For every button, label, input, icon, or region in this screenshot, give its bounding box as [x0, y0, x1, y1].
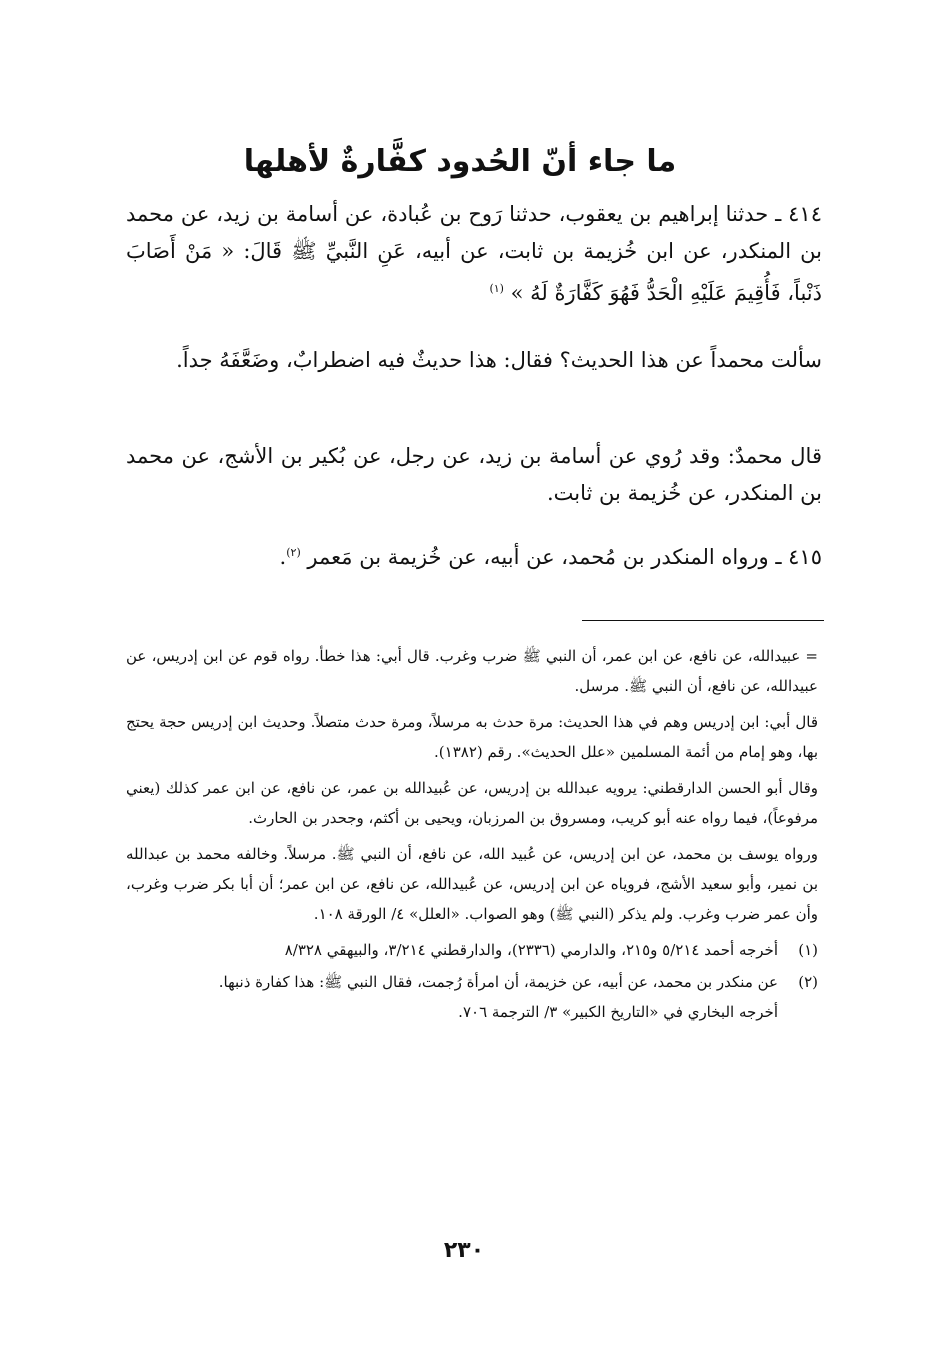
hadith-415-end: .	[279, 545, 287, 569]
footnote-continued-2: قال أبي: ابن إدريس وهم في هذا الحديث: مرة حدث به مرسلاً، ومرة حدث متصلاً. وحديث ابن إدريس حجة يحتج بها، وهو إمام من أئمة المسلمين «علل الحديث». رقم (١٣٨٢).	[126, 713, 818, 761]
footnote-ref-1[interactable]: (١)	[489, 282, 504, 295]
hadith-414-text: ٤١٤ ـ حدثنا إبراهيم بن يعقوب، حدثنا رَوح بن عُبادة، عن أسامة بن زيد، عن محمد بن المنكدر، عن ابن خُزيمة بن ثابت، عن أبيه، عَنِ النَّبيِّ ﷺ قَالَ: « مَنْ أَصَابَ ذَنْباً، فَأُقِيمَ عَلَيْهِ الْحَدُّ فَهُوَ كَفَّارَةٌ لَهُ »	[126, 202, 822, 305]
footnote-1	[126, 935, 818, 965]
chapter-title: ما جاء أنّ الحُدود كفَّارةٌ لأهلها	[243, 144, 677, 179]
hadith-415-paragraph	[126, 534, 822, 576]
bukhari-note-text: قال محمدٌ: وقد رُوي عن أسامة بن زيد، عن رجل، عن بُكير بن الأشج، عن محمد بن المنكدر، عن خُزيمة بن ثابت.	[126, 444, 822, 505]
page-number: ٢٣٠	[443, 1238, 485, 1263]
footnote-divider	[582, 620, 824, 621]
footnote-1-number: (١)	[798, 941, 818, 959]
footnote-2-source: أخرجه البخاري في «التاريخ الكبير» ٣/ الترجمة ٧٠٦.	[458, 1003, 778, 1021]
footnotes-section	[126, 641, 818, 1027]
footnote-continued-4: ورواه يوسف بن محمد، عن ابن إدريس، عن عُبيد الله، عن نافع، أن النبي ﷺ. مرسلاً. وخالفه محمد بن عبدالله بن نمير، وأبو سعيد الأشج، فروياه عن ابن إدريس، عن عُبيدالله، عن نافع، عن ابن عمر؛ أن أبا بكر ضرب وغرب، وأن عمر ضرب وغرب. ولم يذكر (النبي ﷺ) وهو الصواب. «العلل» ٤/ الورقة ١٠٨.	[126, 845, 818, 923]
question-paragraph	[126, 342, 822, 379]
hadith-414-paragraph	[126, 196, 822, 312]
footnote-continued-3: وقال أبو الحسن الدارقطني: يرويه عبدالله بن إدريس، عن عُبيدالله بن عمر، عن نافع، عن ابن عمر كذلك (يعني مرفوعاً)، فيما رواه عنه أبو كريب، ومسروق بن المرزبان، ويحيى بن أكثم، وجحدر بن الحارث.	[126, 779, 818, 827]
footnote-continued-1: = عبيدالله، عن نافع، عن ابن عمر، أن النبي ﷺ ضرب وغرب. قال أبي: هذا خطأ. رواه قوم عن ابن إدريس، عن عبيدالله، عن نافع، أن النبي ﷺ. مرسل.	[126, 647, 818, 695]
footnote-2-number: (٢)	[798, 973, 818, 991]
hadith-415-text: ٤١٥ ـ ورواه المنكدر بن مُحمد، عن أبيه، عن خُزيمة بن مَعمر	[307, 545, 822, 569]
footnote-2	[126, 967, 818, 1027]
question-text: سألت محمداً عن هذا الحديث؟ فقال: هذا حديثٌ فيه اضطرابٌ، وضَعَّفَهُ جداً.	[176, 348, 822, 372]
footnote-ref-2[interactable]: (٢)	[286, 546, 301, 559]
footnote-2-text: عن منكدر بن محمد، عن أبيه، عن خزيمة، أن امرأة رُجمت، فقال النبي ﷺ: هذا كفارة ذنبها.	[218, 973, 778, 991]
bukhari-note-paragraph	[126, 438, 822, 512]
footnote-1-text: أخرجه أحمد ٥/٢١٤ و٢١٥، والدارمي (٢٣٣٦)، والدارقطني ٣/٢١٤، والبيهقي ٨/٣٢٨	[284, 941, 778, 959]
